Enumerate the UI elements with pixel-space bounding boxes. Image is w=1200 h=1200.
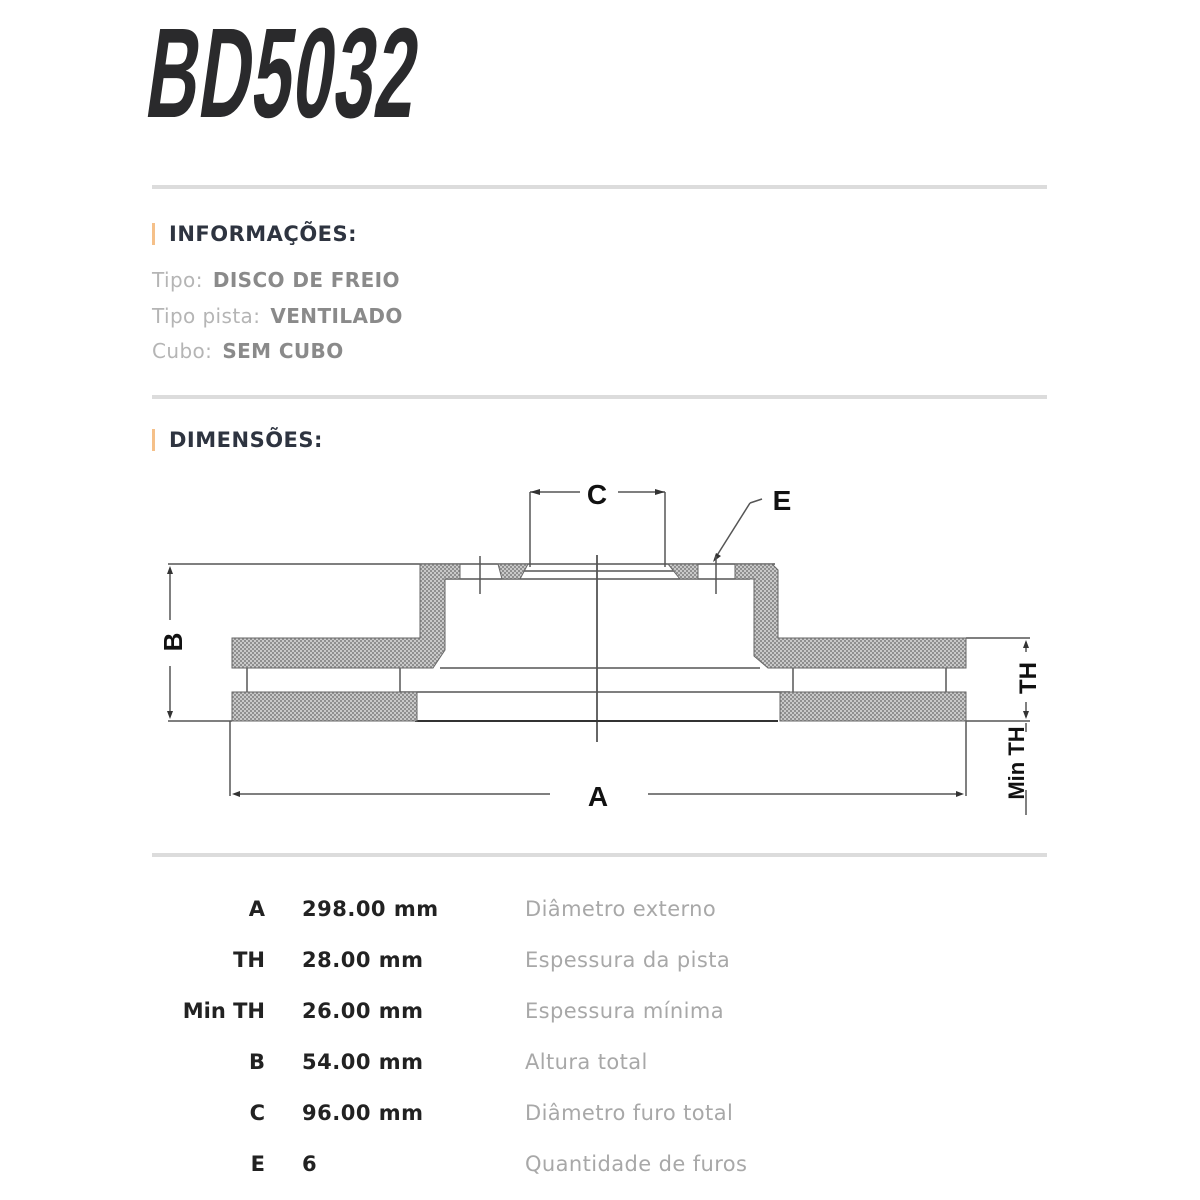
spec-row-e [150,1152,850,1182]
spec-value: 26.00 mm [302,999,424,1023]
diagram-label-th: TH [1015,662,1042,694]
spec-description: Espessura da pista [525,948,731,972]
spec-description: Diâmetro furo total [525,1101,734,1125]
info-label: Cubo: [152,339,213,363]
spec-value: 6 [302,1152,318,1176]
accent-bar [152,223,155,245]
info-value: VENTILADO [270,304,403,328]
dimensions-heading-text: DIMENSÕES: [169,428,323,452]
spec-row-b [150,1050,850,1080]
diagram-label-min-th: Min TH [1004,726,1029,800]
spec-description: Altura total [525,1050,648,1074]
spec-row-a [150,897,850,927]
info-value: DISCO DE FREIO [212,268,400,292]
product-code-title: BD5032 [139,2,429,145]
spec-row-th [150,948,850,978]
spec-code: C [249,1101,265,1125]
diagram-label-b: B [158,632,188,652]
diagram-label-c: C [586,479,608,510]
info-row-tipo-pista [152,304,403,328]
info-value: SEM CUBO [222,339,344,363]
spec-description: Diâmetro externo [525,897,717,921]
spec-value: 96.00 mm [302,1101,424,1125]
diagram-label-e: E [772,485,792,516]
spec-row-min-th [150,999,850,1029]
divider [152,395,1047,399]
spec-code: A [248,897,265,921]
info-heading [152,222,357,246]
spec-description: Espessura mínima [525,999,724,1023]
divider [152,853,1047,857]
divider [152,185,1047,189]
spec-value: 28.00 mm [302,948,424,972]
info-row-tipo [152,268,400,292]
spec-description: Quantidade de furos [525,1152,748,1176]
dimensions-heading [152,428,323,452]
info-row-cubo [152,339,344,363]
info-label: Tipo pista: [152,304,261,328]
spec-code: Min TH [182,999,265,1023]
spec-code: E [250,1152,265,1176]
spec-code: B [248,1050,265,1074]
brake-disc-cross-section-diagram [150,470,1050,840]
spec-code: TH [233,948,265,972]
spec-value: 298.00 mm [302,897,439,921]
accent-bar [152,429,155,451]
diagram-label-a: A [587,781,609,812]
spec-row-c [150,1101,850,1131]
info-heading-text: INFORMAÇÕES: [169,222,358,246]
info-label: Tipo: [152,268,203,292]
spec-value: 54.00 mm [302,1050,424,1074]
